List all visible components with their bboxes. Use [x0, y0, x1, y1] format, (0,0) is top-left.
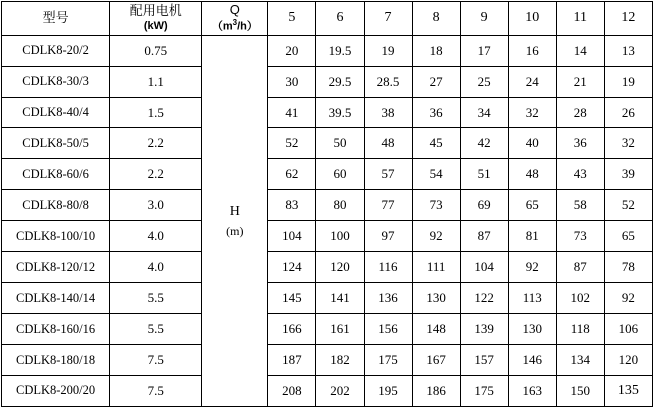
head-value: 202 — [316, 375, 364, 406]
flow-unit-prefix: （m — [211, 20, 233, 33]
table-row — [2, 375, 653, 406]
head-value: 141 — [316, 283, 364, 314]
table-row — [2, 252, 653, 283]
head-value: 104 — [268, 221, 316, 252]
head-value: 32 — [508, 97, 556, 128]
head-value: 32 — [604, 128, 652, 159]
head-value: 36 — [412, 97, 460, 128]
model-cell: CDLK8-180/18 — [2, 345, 110, 376]
flow-unit-suffix: /h） — [237, 20, 258, 33]
head-value: 52 — [268, 128, 316, 159]
table-row — [2, 345, 653, 376]
head-value: 28 — [556, 97, 604, 128]
head-value: 166 — [268, 314, 316, 345]
head-value: 77 — [364, 190, 412, 221]
head-value: 150 — [556, 375, 604, 406]
motor-cell: 7.5 — [110, 345, 202, 376]
motor-cell: 5.5 — [110, 283, 202, 314]
head-value: 54 — [412, 159, 460, 190]
model-cell: CDLK8-160/16 — [2, 314, 110, 345]
head-value: 78 — [604, 252, 652, 283]
head-value: 34 — [460, 97, 508, 128]
head-value: 208 — [268, 375, 316, 406]
head-value: 17 — [460, 35, 508, 66]
head-value: 157 — [460, 345, 508, 376]
header-flow-9: 9 — [460, 2, 508, 36]
head-value: 51 — [460, 159, 508, 190]
head-value: 48 — [364, 128, 412, 159]
motor-cell: 1.5 — [110, 97, 202, 128]
motor-cell: 4.0 — [110, 221, 202, 252]
head-value: 81 — [508, 221, 556, 252]
head-value: 92 — [508, 252, 556, 283]
motor-cell: 0.75 — [110, 35, 202, 66]
model-cell: CDLK8-200/20 — [2, 375, 110, 406]
head-value: 100 — [316, 221, 364, 252]
head-value: 186 — [412, 375, 460, 406]
motor-cell: 4.0 — [110, 252, 202, 283]
head-value: 130 — [508, 314, 556, 345]
head-value: 195 — [364, 375, 412, 406]
motor-cell: 5.5 — [110, 314, 202, 345]
header-motor-power-unit: (kW) — [143, 19, 168, 32]
model-cell: CDLK8-30/3 — [2, 66, 110, 97]
head-value: 38 — [364, 97, 412, 128]
header-flow-symbol: Q — [229, 2, 240, 17]
head-value: 26 — [604, 97, 652, 128]
table-row — [2, 190, 653, 221]
model-cell: CDLK8-60/6 — [2, 159, 110, 190]
head-value: 113 — [508, 283, 556, 314]
head-value: 83 — [268, 190, 316, 221]
head-value: 24 — [508, 66, 556, 97]
header-flow-rate — [202, 2, 268, 36]
head-value: 69 — [460, 190, 508, 221]
model-cell: CDLK8-50/5 — [2, 128, 110, 159]
head-value: 16 — [508, 35, 556, 66]
head-value: 43 — [556, 159, 604, 190]
head-value: 60 — [316, 159, 364, 190]
head-value: 41 — [268, 97, 316, 128]
header-flow-12: 12 — [604, 2, 652, 36]
head-value: 42 — [460, 128, 508, 159]
head-value: 92 — [412, 221, 460, 252]
head-value: 87 — [556, 252, 604, 283]
head-value: 167 — [412, 345, 460, 376]
head-value: 19 — [364, 35, 412, 66]
head-value: 80 — [316, 190, 364, 221]
head-unit: (m) — [226, 224, 244, 239]
table-row — [2, 314, 653, 345]
head-value: 57 — [364, 159, 412, 190]
table-row — [2, 221, 653, 252]
head-value: 19 — [604, 66, 652, 97]
model-cell: CDLK8-100/10 — [2, 221, 110, 252]
head-value: 106 — [604, 314, 652, 345]
head-value: 161 — [316, 314, 364, 345]
header-flow-7: 7 — [364, 2, 412, 36]
header-motor-power — [110, 2, 202, 36]
head-value: 52 — [604, 190, 652, 221]
head-value: 25 — [460, 66, 508, 97]
table-row — [2, 66, 653, 97]
table-row — [2, 97, 653, 128]
motor-cell: 1.1 — [110, 66, 202, 97]
head-value: 148 — [412, 314, 460, 345]
head-value: 135 — [604, 375, 652, 406]
head-value: 73 — [556, 221, 604, 252]
motor-cell: 7.5 — [110, 375, 202, 406]
head-value: 136 — [364, 283, 412, 314]
head-value: 97 — [364, 221, 412, 252]
head-value: 20 — [268, 35, 316, 66]
head-value: 65 — [508, 190, 556, 221]
table-header-row — [2, 2, 653, 36]
pump-performance-table — [1, 1, 653, 407]
head-value: 13 — [604, 35, 652, 66]
header-motor-power-label: 配用电机 — [129, 3, 182, 19]
head-value: 39 — [604, 159, 652, 190]
head-value: 130 — [412, 283, 460, 314]
head-value: 65 — [604, 221, 652, 252]
head-value: 122 — [460, 283, 508, 314]
header-flow-11: 11 — [556, 2, 604, 36]
motor-cell: 3.0 — [110, 190, 202, 221]
head-value: 40 — [508, 128, 556, 159]
head-value: 175 — [364, 345, 412, 376]
head-value: 18 — [412, 35, 460, 66]
head-value: 48 — [508, 159, 556, 190]
header-flow-6: 6 — [316, 2, 364, 36]
model-cell: CDLK8-140/14 — [2, 283, 110, 314]
header-flow-10: 10 — [508, 2, 556, 36]
head-value: 120 — [316, 252, 364, 283]
head-value: 163 — [508, 375, 556, 406]
head-value: 120 — [604, 345, 652, 376]
head-value: 19.5 — [316, 35, 364, 66]
head-value: 27 — [412, 66, 460, 97]
head-value: 187 — [268, 345, 316, 376]
table-row — [2, 159, 653, 190]
head-value: 145 — [268, 283, 316, 314]
model-cell: CDLK8-20/2 — [2, 35, 110, 66]
model-cell: CDLK8-80/8 — [2, 190, 110, 221]
model-cell: CDLK8-120/12 — [2, 252, 110, 283]
header-flow-8: 8 — [412, 2, 460, 36]
head-value: 111 — [412, 252, 460, 283]
head-symbol: H — [229, 204, 240, 220]
head-column-label — [202, 35, 268, 406]
head-value: 146 — [508, 345, 556, 376]
head-value: 175 — [460, 375, 508, 406]
head-value: 139 — [460, 314, 508, 345]
table-row — [2, 35, 653, 66]
head-value: 14 — [556, 35, 604, 66]
motor-cell: 2.2 — [110, 159, 202, 190]
table-row — [2, 283, 653, 314]
head-value: 58 — [556, 190, 604, 221]
head-value: 36 — [556, 128, 604, 159]
head-value: 118 — [556, 314, 604, 345]
header-flow-5: 5 — [268, 2, 316, 36]
flow-unit-exponent: 3 — [232, 18, 238, 28]
model-cell: CDLK8-40/4 — [2, 97, 110, 128]
head-value: 124 — [268, 252, 316, 283]
head-value: 62 — [268, 159, 316, 190]
head-value: 73 — [412, 190, 460, 221]
head-value: 29.5 — [316, 66, 364, 97]
head-value: 156 — [364, 314, 412, 345]
head-value: 50 — [316, 128, 364, 159]
head-value: 30 — [268, 66, 316, 97]
head-value: 87 — [460, 221, 508, 252]
header-flow-unit — [202, 18, 267, 34]
motor-cell: 2.2 — [110, 128, 202, 159]
table-row — [2, 128, 653, 159]
head-value: 28.5 — [364, 66, 412, 97]
head-value: 116 — [364, 252, 412, 283]
head-value: 45 — [412, 128, 460, 159]
head-value: 102 — [556, 283, 604, 314]
head-value: 104 — [460, 252, 508, 283]
head-value: 39.5 — [316, 97, 364, 128]
head-value: 182 — [316, 345, 364, 376]
head-value: 21 — [556, 66, 604, 97]
head-value: 134 — [556, 345, 604, 376]
header-model: 型号 — [2, 2, 110, 36]
head-value: 92 — [604, 283, 652, 314]
